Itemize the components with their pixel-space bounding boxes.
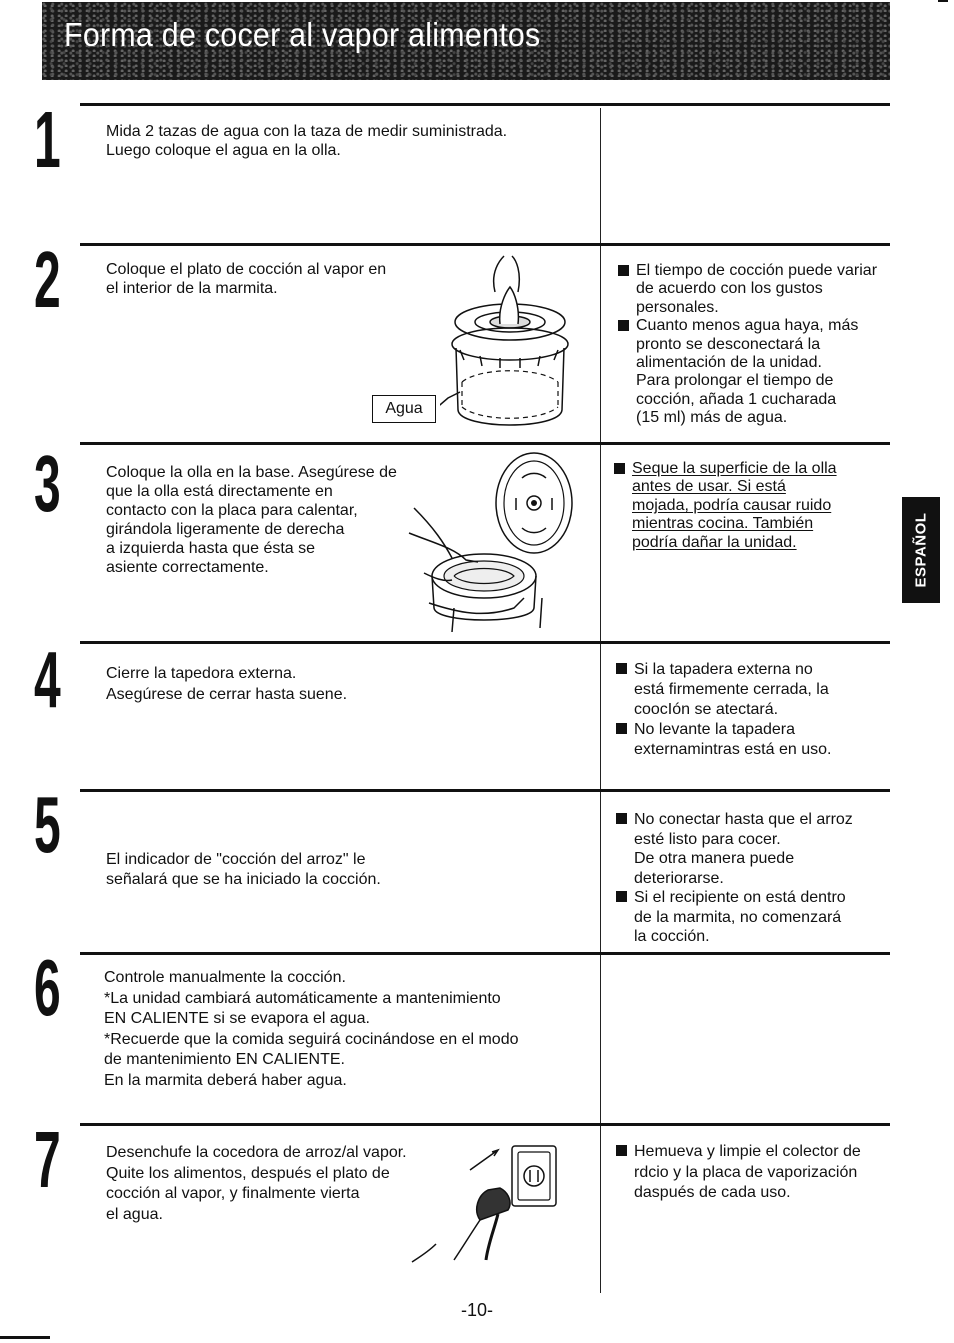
note-item: Seque la superficie de la olla antes de usar. Si está mojada, podría causar ruido mientras cocina. También podría dañar la unidad. [614, 460, 874, 552]
step-notes-7 [616, 1142, 906, 1204]
step-text-2: Coloque el plato de cocción al vapor en el interior de la marmita. [106, 261, 387, 297]
language-tab-label: ESPAÑOL [912, 512, 930, 588]
step-rule-6 [80, 952, 890, 955]
step-rule-7 [80, 1123, 890, 1126]
step-rule-4 [80, 641, 890, 644]
step-notes-2 [618, 262, 918, 428]
step-text-4: Cierre la tapedora externa. Asegúrese de cerrar hasta suene. [106, 665, 348, 703]
crop-mark [0, 1336, 50, 1339]
header-banner [42, 2, 890, 80]
step-number-2: 2 [34, 235, 61, 324]
bullet-icon [618, 320, 629, 331]
step-number-7: 7 [34, 1115, 61, 1204]
step-number-5: 5 [34, 780, 61, 869]
page-title: Forma de cocer al vapor alimentos [64, 16, 541, 53]
step-rule-3 [80, 442, 890, 445]
bullet-icon [616, 663, 627, 674]
step-number-6: 6 [34, 943, 61, 1032]
note-item: El tiempo de cocción puede variar de acuerdo con los gustos personales. [618, 262, 918, 317]
note-item: No conectar hasta que el arroz esté listo para cocer. De otra manera puede deteriorarse. [616, 810, 896, 888]
step-number-4: 4 [34, 635, 61, 724]
crop-mark [938, 0, 948, 2]
note-item: Si el recipiente on está dentro de la marmita, no comenzará la cocción. [616, 888, 896, 947]
note-item: No levante la tapadera externamintras está en uso. [616, 720, 896, 760]
step-text-5: El indicador de "cocción del arroz" le señalará que se ha iniciado la cocción. [106, 851, 381, 888]
step-notes-5 [616, 810, 896, 947]
note-item: Cuanto menos agua haya, más pronto se desconectará la alimentación de la unidad. Para prolongar el tiempo de cocción, añada 1 cucharada (15 ml) más de agua. [618, 317, 918, 427]
step-text-6: Controle manualmente la cocción. *La unidad cambiará automáticamente a mantenimiento EN CALIENTE si se evapora el agua. *Recuerde que la comida seguirá cocinándose en el modo de mantenimiento EN CALIENTE. En la marmita deberá haber agua. [104, 969, 519, 1089]
step-text-3: Coloque la olla en la base. Asegúrese de que la olla está directamente en contacto con la placa para calentar, girándola ligeramente de derecha a izquierda hasta que ésta se asiente correctamente. [106, 464, 397, 576]
step-rule-2 [80, 243, 890, 246]
page-number: -10- [460, 1300, 493, 1320]
column-divider [600, 108, 601, 1293]
unplug-illustration [408, 1140, 568, 1266]
step-rule-5 [80, 789, 890, 792]
step-rule-1 [80, 103, 890, 106]
note-item: Si la tapadera externa no está firmemente cerrada, la coocIón se atectará. [616, 660, 896, 720]
step-text-1: Mida 2 tazas de agua con la taza de medir suministrada. Luego coloque el agua en la olla. [106, 123, 508, 159]
bullet-icon [614, 463, 625, 474]
bullet-icon [616, 891, 627, 902]
step-notes-4 [616, 660, 896, 760]
bullet-icon [616, 813, 627, 824]
steamer-plate-illustration [440, 252, 580, 434]
language-tab [902, 497, 940, 603]
water-label: Agua [372, 395, 436, 423]
step-number-1: 1 [34, 95, 61, 184]
step-number-3: 3 [34, 439, 61, 528]
step-text-7: Desenchufe la cocedora de arroz/al vapor. Quite los alimentos, después el plato de cocción al vapor, y finalmente vierta el agua. [106, 1144, 407, 1223]
note-item: Hemueva y limpie el colector de rdcio y la placa de vaporización daspués de cada uso. [616, 1142, 906, 1204]
bullet-icon [616, 1145, 627, 1156]
bullet-icon [616, 723, 627, 734]
step-notes-3 [614, 460, 874, 552]
pot-placement-illustration [404, 448, 586, 634]
bullet-icon [618, 265, 629, 276]
